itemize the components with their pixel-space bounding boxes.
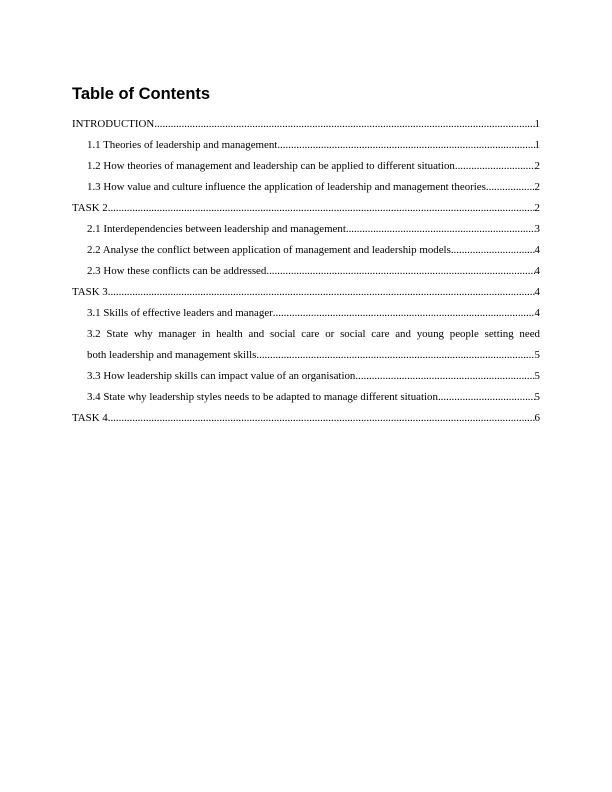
toc-entry-1-3[interactable] (72, 177, 540, 198)
toc-entry-2-1[interactable] (72, 219, 540, 240)
dot-leader (273, 303, 535, 324)
toc-page-number: 5 (534, 349, 540, 361)
toc-entry-label-line-2: both leadership and management skills (87, 349, 257, 361)
toc-entry-3-3[interactable] (72, 366, 540, 387)
toc-entry-label: 2.3 How these conflicts can be addressed (87, 265, 267, 277)
toc-entry-2-2[interactable] (72, 240, 540, 261)
dot-leader (108, 282, 535, 303)
toc-entry-label: 1.3 How value and culture influence the application of leadership and management theories. (87, 181, 489, 193)
dot-leader (256, 345, 534, 366)
toc-entry-label: INTRODUCTION (72, 118, 155, 130)
toc-page-number: 2 (534, 160, 540, 172)
toc-entry-label: TASK 2 (72, 202, 108, 214)
toc-page-number: 6 (534, 412, 540, 424)
toc-entry-label: 3.1 Skills of effective leaders and manager (87, 307, 273, 319)
toc-page-number: 4 (534, 286, 540, 298)
toc-page-number: 3 (534, 223, 540, 235)
toc-page-number: 1 (534, 118, 540, 130)
toc-page-number: 2 (534, 202, 540, 214)
dot-leader (266, 261, 534, 282)
toc-entry-introduction[interactable] (72, 114, 540, 135)
page-title: Table of Contents (72, 85, 211, 103)
toc-page-number: 5 (534, 370, 540, 382)
dot-leader (355, 366, 534, 387)
dot-leader (451, 240, 535, 261)
toc-entry-task-4[interactable] (72, 408, 540, 429)
toc-entry-label: 3.4 State why leadership styles needs to be adapted to manage different situation (87, 391, 438, 403)
toc-page-number: 4 (534, 265, 540, 277)
dot-leader (438, 387, 535, 408)
toc-entry-label: TASK 3 (72, 286, 108, 298)
toc-entry-label: 1.1 Theories of leadership and management (87, 139, 278, 151)
toc-entry-label: 3.3 How leadership skills can impact value of an organisation (87, 370, 356, 382)
dot-leader (277, 135, 534, 156)
dot-leader (455, 156, 535, 177)
toc-entry-task-2[interactable] (72, 198, 540, 219)
toc-entry-task-3[interactable] (72, 282, 540, 303)
toc-page-number: 4 (534, 307, 540, 319)
dot-leader (108, 408, 535, 429)
toc-page-number: 4 (534, 244, 540, 256)
table-of-contents (72, 114, 540, 429)
dot-leader (154, 114, 534, 135)
toc-entry-label-line-1: 3.2 State why manager in health and social care or social care and young people setting need (87, 328, 540, 340)
dot-leader (346, 219, 535, 240)
toc-page-number: 2 (534, 181, 540, 193)
toc-entry-1-1[interactable] (72, 135, 540, 156)
toc-page-number: 5 (534, 391, 540, 403)
toc-entry-1-2[interactable] (72, 156, 540, 177)
dot-leader (489, 177, 535, 198)
toc-entry-3-2[interactable] (72, 324, 540, 366)
toc-entry-2-3[interactable] (72, 261, 540, 282)
toc-entry-label: TASK 4 (72, 412, 108, 424)
toc-page-number: 1 (534, 139, 540, 151)
dot-leader (108, 198, 535, 219)
toc-entry-3-4[interactable] (72, 387, 540, 408)
toc-entry-label: 2.2 Analyse the conflict between application of management and leadership models (87, 244, 451, 256)
toc-entry-label: 1.2 How theories of management and leadership can be applied to different situation (87, 160, 455, 172)
toc-entry-label: 2.1 Interdependencies between leadership and management (87, 223, 346, 235)
toc-entry-3-1[interactable] (72, 303, 540, 324)
